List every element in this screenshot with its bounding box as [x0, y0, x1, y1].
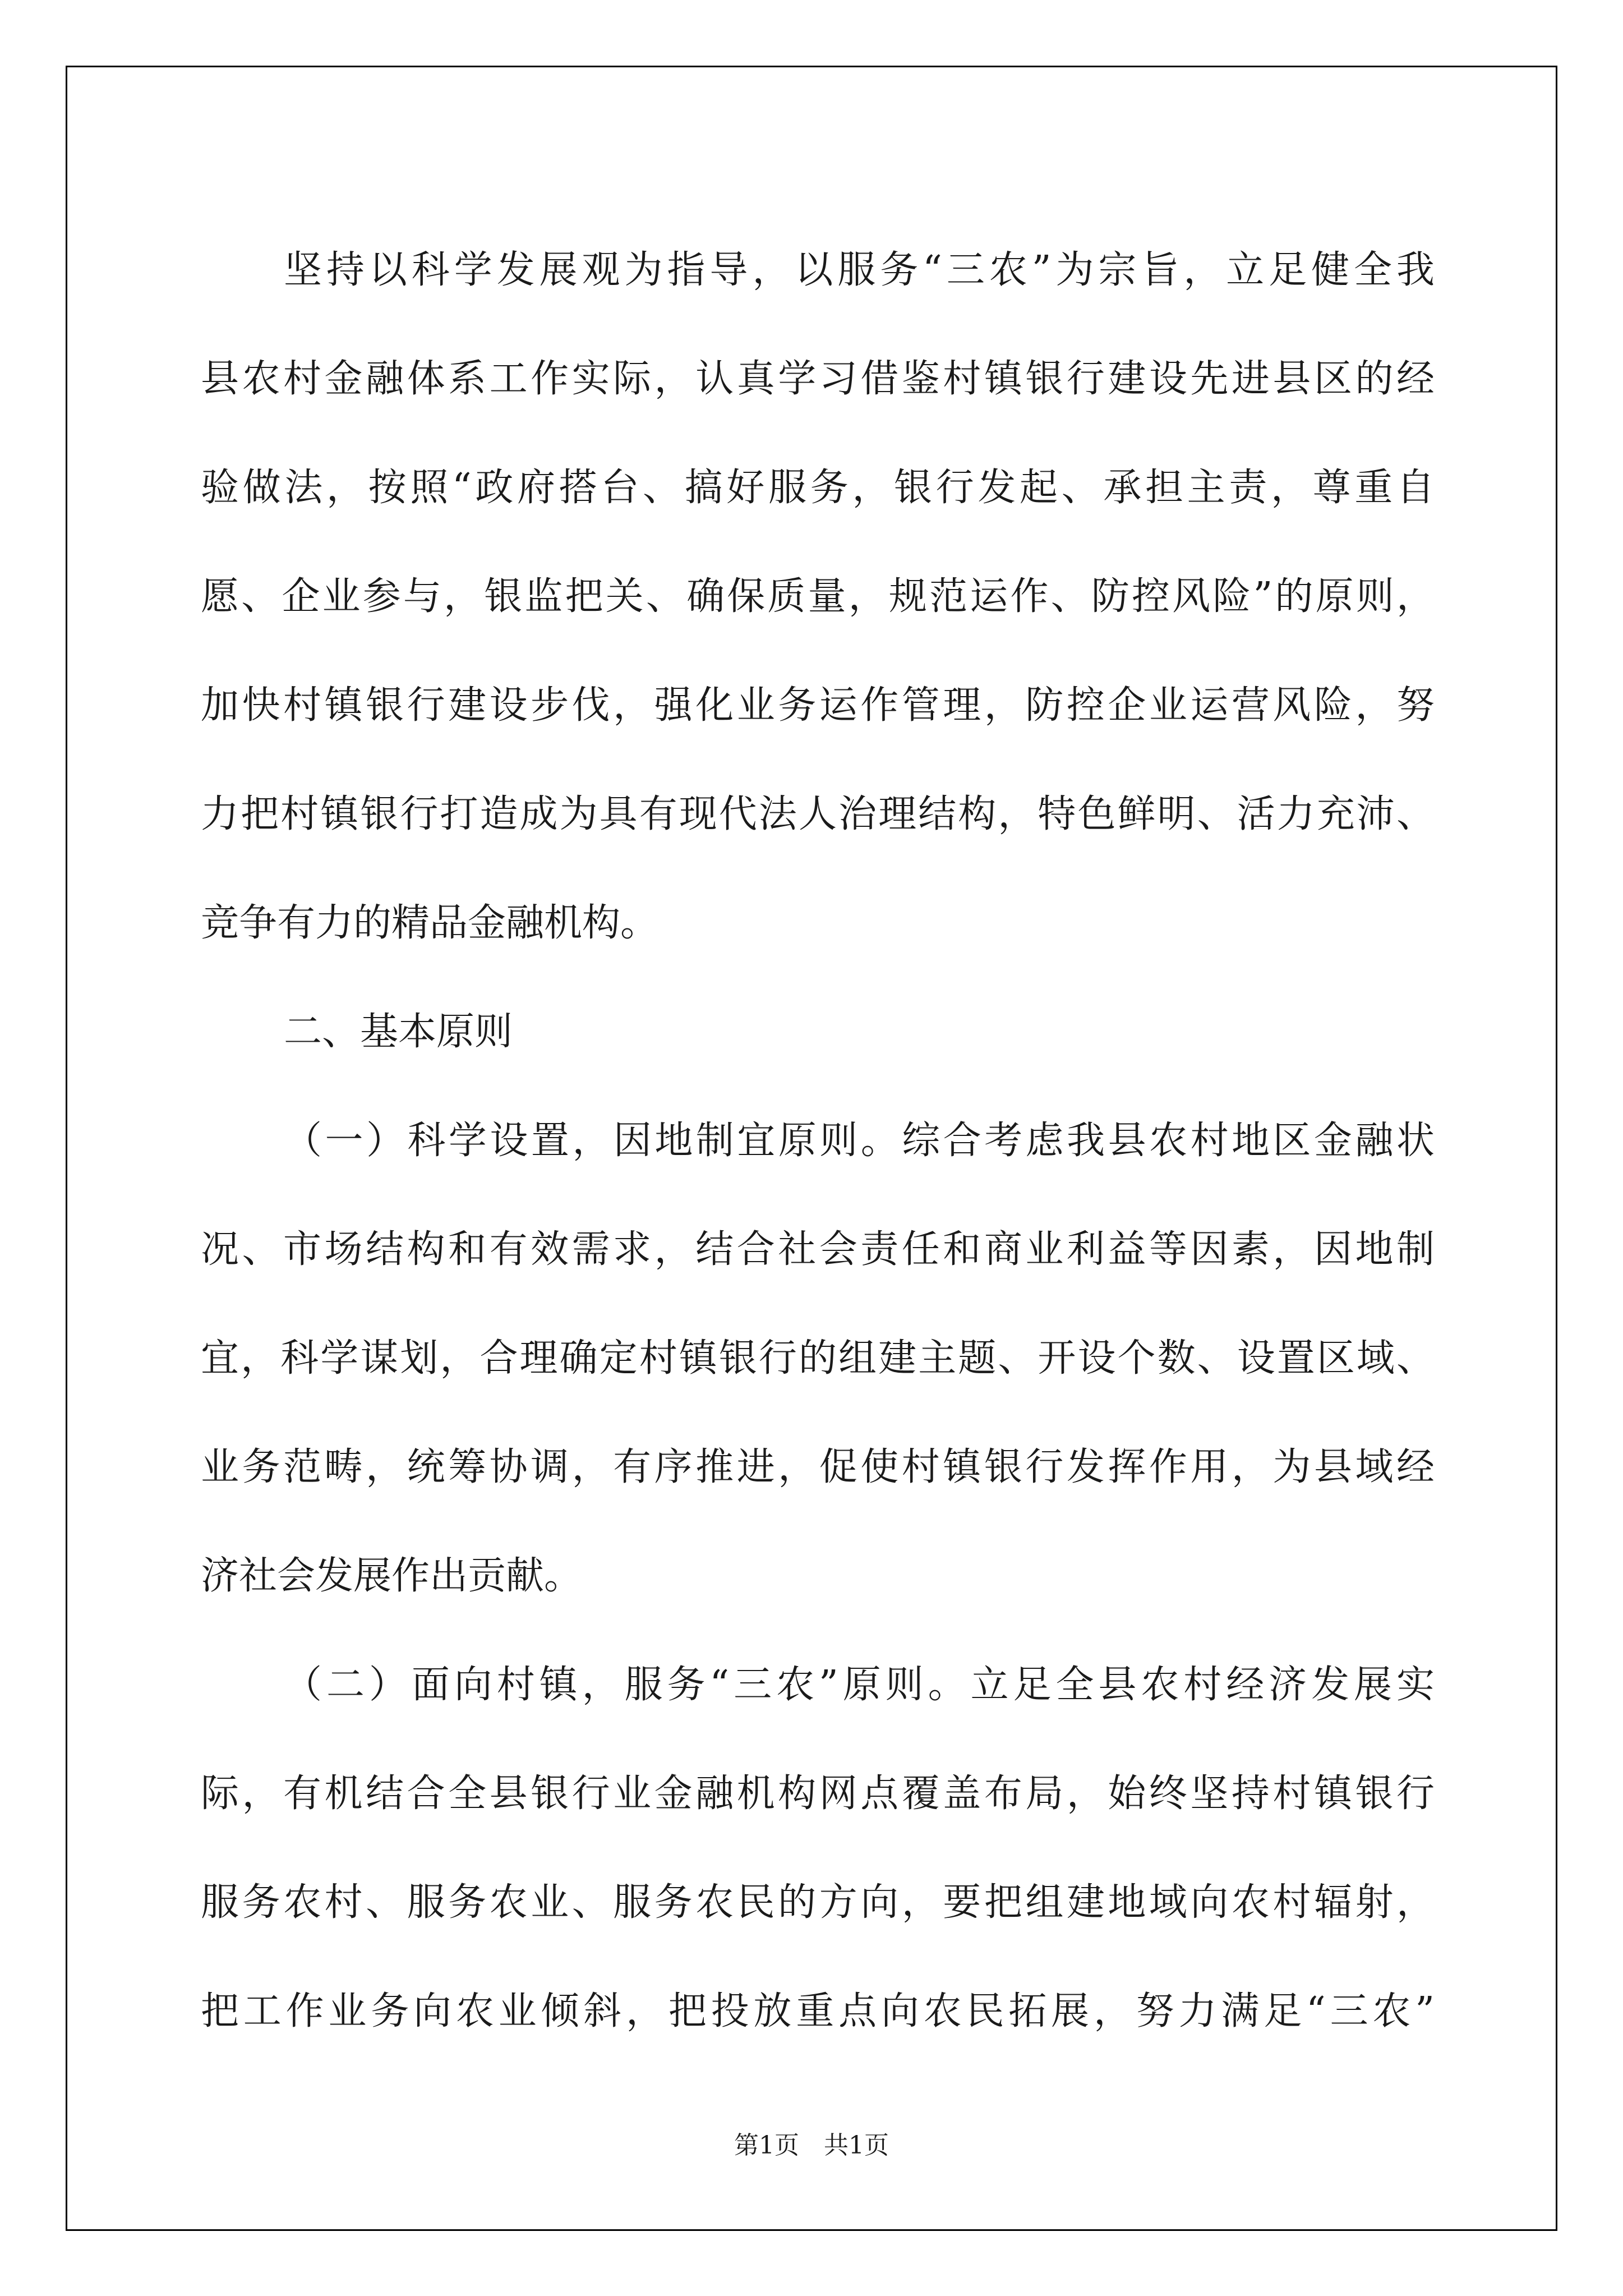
paragraph-line: （二）面向村镇，服务“三农”原则。立足全县农村经济发展实 [284, 1663, 1435, 1707]
paragraph-line: 加快村镇银行建设步伐，强化业务运作管理，防控企业运营风险，努 [201, 683, 1435, 728]
section-heading: 二、基本原则 [284, 1010, 513, 1054]
paragraph-line: 竞争有力的精品金融机构。 [201, 901, 659, 945]
paragraph-line: （一）科学设置，因地制宜原则。综合考虑我县农村地区金融状 [284, 1119, 1435, 1163]
paragraph-line: 服务农村、服务农业、服务农民的方向，要把组建地域向农村辐射， [201, 1880, 1435, 1925]
paragraph-line: 坚持以科学发展观为指导，以服务“三农”为宗旨，立足健全我 [284, 248, 1435, 292]
paragraph-line: 愿、企业参与，银监把关、确保质量，规范运作、防控风险”的原则， [201, 574, 1435, 619]
paragraph-line: 验做法，按照“政府搭台、搞好服务，银行发起、承担主责，尊重自 [201, 466, 1435, 510]
paragraph-line: 宜，科学谋划，合理确定村镇银行的组建主题、开设个数、设置区域、 [201, 1336, 1435, 1381]
page-footer [0, 2129, 1623, 2162]
paragraph-line: 业务范畴，统筹协调，有序推进，促使村镇银行发挥作用，为县域经 [201, 1445, 1435, 1489]
paragraph-line: 把工作业务向农业倾斜，把投放重点向农民拓展，努力满足“三农” [201, 1989, 1435, 2033]
paragraph-line: 济社会发展作出贡献。 [201, 1554, 583, 1598]
paragraph-line: 际，有机结合全县银行业金融机构网点覆盖布局，始终坚持村镇银行 [201, 1772, 1435, 1816]
paragraph-line: 况、市场结构和有效需求，结合社会责任和商业利益等因素，因地制 [201, 1227, 1435, 1272]
document-body [201, 216, 1435, 2066]
paragraph-line: 力把村镇银行打造成为具有现代法人治理结构，特色鲜明、活力充沛、 [201, 792, 1435, 836]
paragraph-line: 县农村金融体系工作实际，认真学习借鉴村镇银行建设先进县区的经 [201, 357, 1435, 401]
page-number-label: 第1页 共1页 [734, 2131, 889, 2160]
